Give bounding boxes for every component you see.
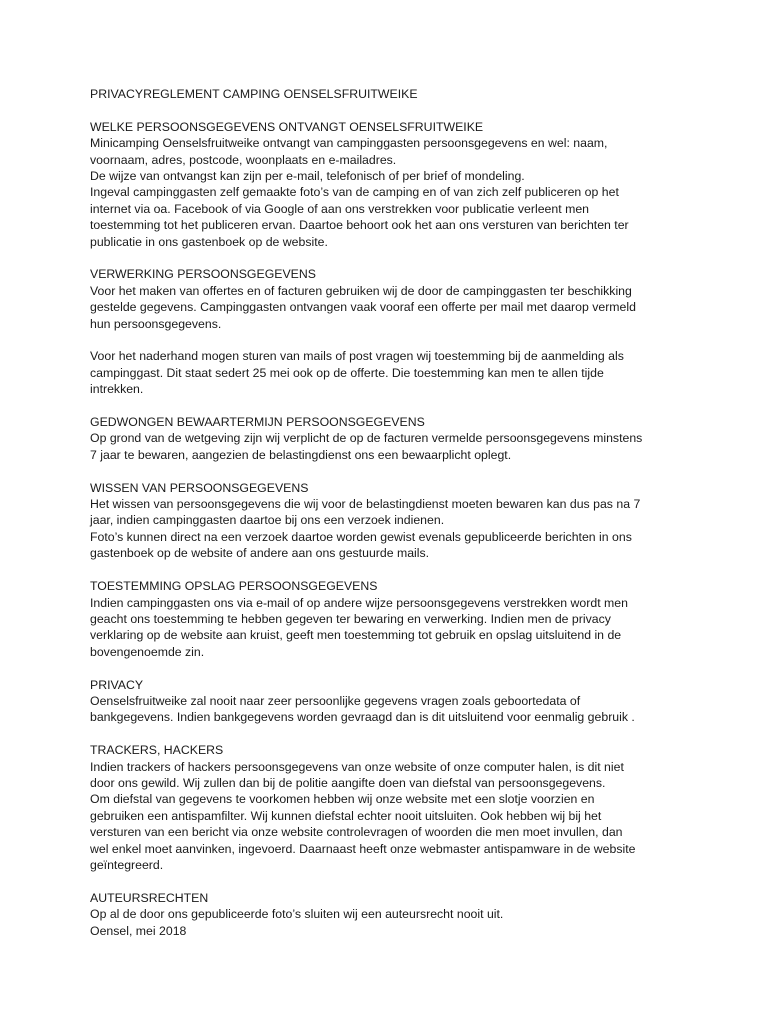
- text-line: Indien campinggasten ons via e-mail of op andere wijze persoonsgegevens verstrekken wordt men: [90, 595, 628, 610]
- text-line: geïntegreerd.: [90, 857, 164, 872]
- text-line: campinggast. Dit staat sedert 25 mei ook op de offerte. Die toestemming kan men te allen tijde: [90, 365, 604, 380]
- text-line: voornaam, adres, postcode, woonplaats en e-mailadres.: [90, 152, 397, 167]
- text-line: hun persoonsgegevens.: [90, 316, 222, 331]
- section-heading: TRACKERS, HACKERS: [90, 743, 224, 758]
- section-privacy: [90, 677, 690, 726]
- text-line: De wijze van ontvangst kan zijn per e-mail, telefonisch of per brief of mondeling.: [90, 169, 525, 184]
- section-toestemming-opslag: [90, 578, 690, 660]
- section-heading: VERWERKING PERSOONSGEGEVENS: [90, 267, 316, 282]
- text-line: Op al de door ons gepubliceerde foto’s sluiten wij een auteursrecht nooit uit.: [90, 907, 504, 922]
- text-line: Ingeval campinggasten zelf gemaakte foto’s van de camping en of van zich zelf publiceren op het: [90, 185, 619, 200]
- text-line: bankgegevens. Indien bankgegevens worden gevraagd dan is dit uitsluitend voor eenmalig gebruik .: [90, 710, 635, 725]
- text-line: intrekken.: [90, 382, 144, 397]
- document-page: [90, 86, 690, 955]
- section-trackers-hackers: [90, 742, 690, 873]
- section-heading: WELKE PERSOONSGEGEVENS ONTVANGT OENSELSFRUITWEIKE: [90, 119, 484, 134]
- text-line: Om diefstal van gegevens te voorkomen hebben wij onze website met een slotje voorzien en: [90, 792, 595, 807]
- paragraph-gap: [90, 332, 690, 348]
- signature-line: Oensel, mei 2018: [90, 923, 187, 938]
- text-line: Foto’s kunnen direct na een verzoek daartoe worden gewist evenals gepubliceerde berichten in ons: [90, 529, 632, 544]
- text-line: Op grond van de wetgeving zijn wij verplicht de op de facturen vermelde persoonsgegevens minstens: [90, 431, 643, 446]
- section-heading: PRIVACY: [90, 677, 144, 692]
- section-heading: GEDWONGEN BEWAARTERMIJN PERSOONSGEGEVENS: [90, 415, 425, 430]
- section-heading: WISSEN VAN PERSOONSGEGEVENS: [90, 480, 309, 495]
- section-heading: TOESTEMMING OPSLAG PERSOONSGEGEVENS: [90, 579, 378, 594]
- text-line: jaar, indien campinggasten daartoe bij ons een verzoek indienen.: [90, 513, 445, 528]
- section-wissen: [90, 480, 690, 562]
- text-line: Voor het naderhand mogen sturen van mails of post vragen wij toestemming bij de aanmelding als: [90, 349, 624, 364]
- text-line: versturen van een bericht via onze website controlevragen of woorden die men moet invullen, dan: [90, 825, 623, 840]
- section-verwerking: [90, 266, 690, 397]
- text-line: publicatie in ons gastenboek op de website.: [90, 234, 328, 249]
- text-line: Indien trackers of hackers persoonsgegevens van onze website of onze computer halen, is dit niet: [90, 759, 624, 774]
- document-title: PRIVACYREGLEMENT CAMPING OENSELSFRUITWEIKE: [90, 87, 418, 101]
- text-line: gastenboek op de website of andere aan ons gestuurde mails.: [90, 546, 430, 561]
- text-line: door ons gewild. Wij zullen dan bij de politie aangifte doen van diefstal van persoonsgegevens.: [90, 775, 606, 790]
- text-line: internet via oa. Facebook of via Google of aan ons verstrekken voor publicatie verleent men: [90, 201, 589, 216]
- text-line: bovengenoemde zin.: [90, 644, 205, 659]
- text-line: verklaring op de website aan kruist, geeft men toestemming tot gebruik en opslag uitsluitend in de: [90, 628, 622, 643]
- section-auteursrechten: [90, 890, 690, 939]
- section-welke-persoonsgegevens: [90, 119, 690, 250]
- text-line: 7 jaar te bewaren, aangezien de belastingdienst ons een bewaarplicht oplegt.: [90, 447, 512, 462]
- text-line: toestemming tot het publiceren ervan. Daartoe behoort ook het aan ons versturen van berichten ter: [90, 218, 629, 233]
- text-line: Het wissen van persoonsgegevens die wij voor de belastingdienst moeten bewaren kan dus pas na 7: [90, 497, 641, 512]
- text-line: gestelde gegevens. Campinggasten ontvangen vaak vooraf een offerte per mail met daarop vermeld: [90, 300, 636, 315]
- text-line: wel enkel moet aanvinken, ingevoerd. Daarnaast heeft onze webmaster antispamware in de website: [90, 841, 636, 856]
- section-bewaartermijn: [90, 414, 690, 463]
- text-line: geacht ons toestemming te hebben gegeven ter bewaring en verwerking. Indien men de privacy: [90, 611, 611, 626]
- text-line: Oenselsfruitweike zal nooit naar zeer persoonlijke gegevens vragen zoals geboortedata of: [90, 693, 581, 708]
- text-line: Voor het maken van offertes en of facturen gebruiken wij de door de campinggasten ter beschikking: [90, 283, 632, 298]
- text-line: gebruiken een antispamfilter. Wij kunnen diefstal echter nooit uitsluiten. Ook hebben wij bij het: [90, 808, 602, 823]
- section-heading: AUTEURSRECHTEN: [90, 890, 209, 905]
- text-line: Minicamping Oenselsfruitweike ontvangt van campinggasten persoonsgegevens en wel: naam,: [90, 136, 608, 151]
